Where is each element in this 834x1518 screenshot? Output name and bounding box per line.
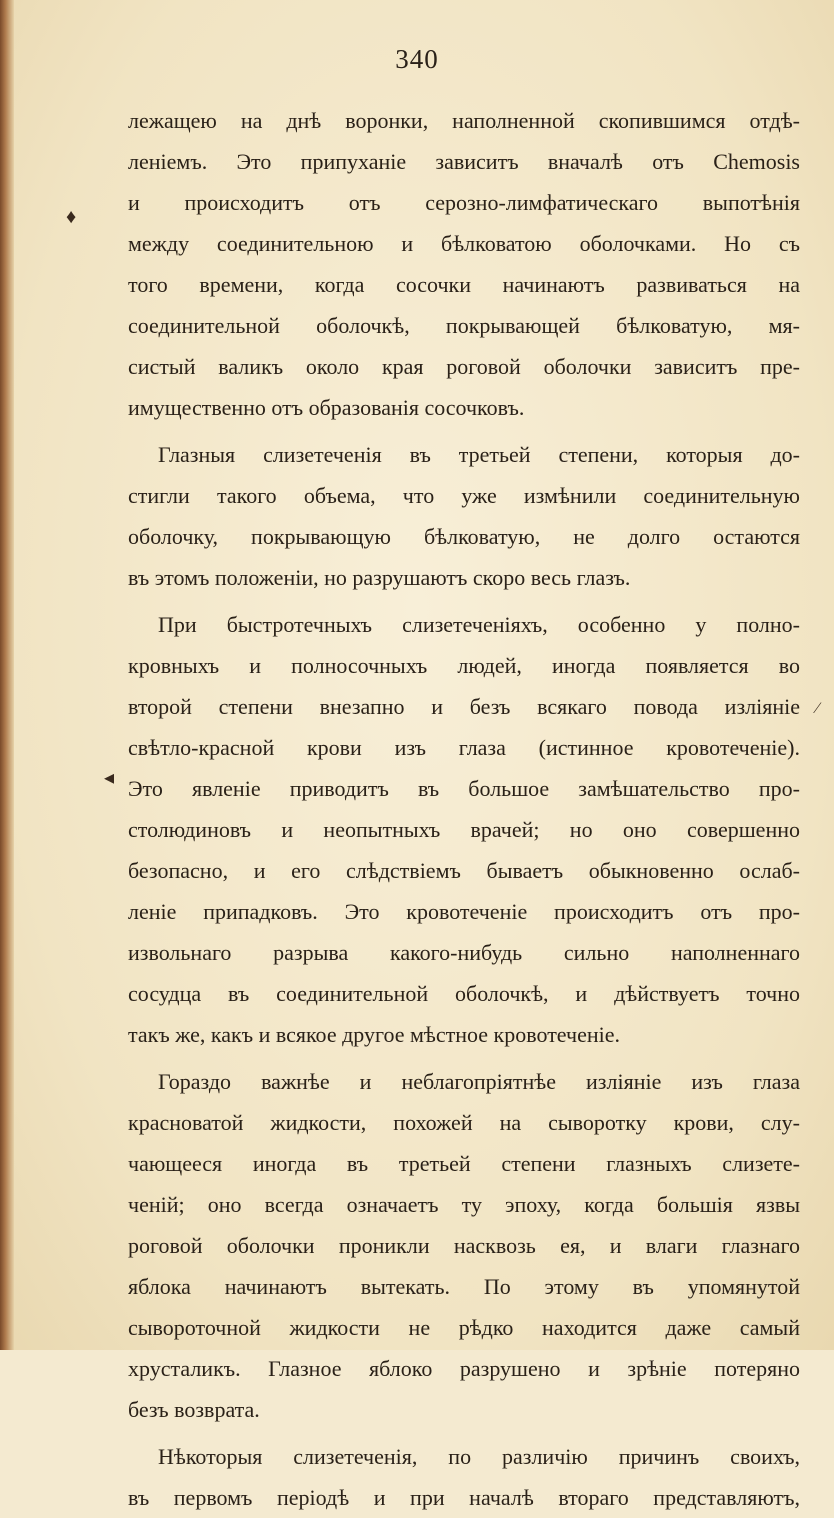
text-line: Нѣкоторыя слизетеченiя, по различiю причинъ своихъ, — [158, 1444, 800, 1469]
margin-mark-icon: ◂ — [104, 767, 115, 789]
text-line: роговой оболочки проникли насквозь ея, и влаги глазнаго — [128, 1233, 800, 1258]
text-line: второй степени внезапно и безъ всякаго повода излiянiе — [128, 694, 800, 719]
paragraph — [128, 1436, 800, 1518]
text-line: Глазныя слизетеченiя въ третьей степени, которыя до- — [158, 442, 800, 467]
text-line: между соединительною и бѣлковатою оболочками. Но съ — [128, 231, 800, 256]
text-line: въ этомъ положенiи, но разрушаютъ скоро весь глазъ. — [128, 565, 631, 590]
body-text — [128, 100, 800, 1518]
paragraph — [128, 1061, 800, 1430]
text-line: яблока начинаютъ вытекать. По этому въ упомянутой — [128, 1274, 800, 1299]
text-line: систый валикъ около края роговой оболочки зависитъ пре- — [128, 354, 800, 379]
text-line: Это явленiе приводитъ въ большое замѣшательство про- — [128, 776, 800, 801]
text-line: свѣтло-красной крови изъ глаза (истинное кровотеченiе). — [128, 735, 800, 760]
text-line: того времени, когда сосочки начинаютъ развиваться на — [128, 272, 800, 297]
text-line: въ первомъ перiодѣ и при началѣ втораго представляютъ, — [128, 1485, 800, 1510]
margin-mark-icon: ⁄ — [816, 700, 819, 717]
margin-mark-icon: ♦ — [66, 206, 77, 228]
text-line: сосудца въ соединительной оболочкѣ, и дѣйствуетъ точно — [128, 981, 800, 1006]
page-number: 340 — [395, 44, 439, 74]
text-line: ленiемъ. Это припуханiе зависитъ вначалѣ отъ Chemosis — [128, 149, 800, 174]
text-line: При быстротечныхъ слизетеченiяхъ, особенно у полно- — [158, 612, 800, 637]
text-line: имущественно отъ образованiя сосочковъ. — [128, 395, 525, 420]
text-line: сывороточной жидкости не рѣдко находится даже самый — [128, 1315, 800, 1340]
paragraph — [128, 100, 800, 428]
text-line: соединительной оболочкѣ, покрывающей бѣлковатую, мя- — [128, 313, 800, 338]
text-line: такъ же, какъ и всякое другое мѣстное кровотеченiе. — [128, 1022, 621, 1047]
text-line: ченiй; оно всегда означаетъ ту эпоху, когда большiя язвы — [128, 1192, 800, 1217]
text-line: оболочку, покрывающую бѣлковатую, не долго остаются — [128, 524, 800, 549]
page-binding-edge — [0, 0, 14, 1350]
text-line: чающееся иногда въ третьей степени глазныхъ слизете- — [128, 1151, 800, 1176]
text-line: безъ возврата. — [128, 1397, 260, 1422]
text-line: извольнаго разрыва какого-нибудь сильно наполненнаго — [128, 940, 800, 965]
text-line: Гораздо важнѣе и неблагопрiятнѣе излiянiе изъ глаза — [158, 1069, 800, 1094]
text-line: стигли такого объема, что уже измѣнили соединительную — [128, 483, 800, 508]
paragraph — [128, 604, 800, 1055]
paragraph — [128, 434, 800, 598]
text-line: безопасно, и его слѣдствiемъ бываетъ обыкновенно ослаб- — [128, 858, 800, 883]
text-line: лежащею на днѣ воронки, наполненной скопившимся отдѣ- — [128, 108, 800, 133]
text-line: ленiе припадковъ. Это кровотеченiе происходитъ отъ про- — [128, 899, 800, 924]
text-line: хрусталикъ. Глазное яблоко разрушено и зрѣнiе потерянo — [128, 1356, 800, 1381]
text-line: красноватой жидкости, похожей на сыворотку крови, слу- — [128, 1110, 800, 1135]
text-line: столюдиновъ и неопытныхъ врачей; но оно совершенно — [128, 817, 800, 842]
text-line: кровныхъ и полносочныхъ людей, иногда появляется во — [128, 653, 800, 678]
text-line: и происходитъ отъ серозно-лимфатическаго выпотѣнiя — [128, 190, 800, 215]
